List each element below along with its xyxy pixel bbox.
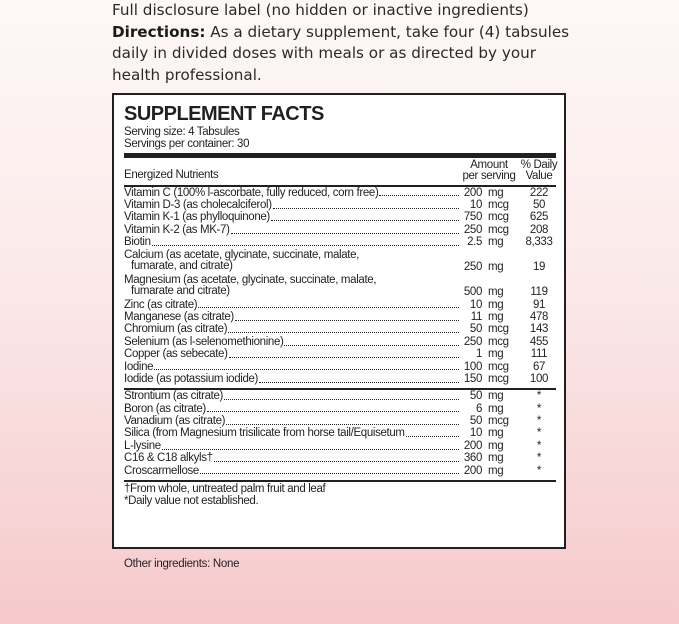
nutrient-amount: 10 bbox=[469, 198, 482, 211]
leader-dots bbox=[154, 362, 459, 371]
nutrient-amount: 10 bbox=[469, 427, 482, 440]
nutrient-name bbox=[124, 324, 460, 336]
nutrient-amount: 250 bbox=[463, 261, 482, 274]
nutrient-amount: 100 bbox=[463, 360, 482, 373]
nutrient-name-text: L-lysine bbox=[124, 439, 161, 452]
nutrient-name-line2: fumarate and citrate) bbox=[131, 285, 230, 298]
nutrient-name-text: C16 & C18 alkyls† bbox=[124, 452, 213, 465]
nutrient-unit: mcg bbox=[488, 198, 509, 211]
other-nutrient-rows bbox=[124, 391, 556, 478]
nutrient-name bbox=[124, 337, 460, 349]
nutrient-name-line1: Calcium (as acetate, glycinate, succinate, malate, bbox=[124, 248, 359, 261]
nutrient-unit: mcg bbox=[488, 211, 509, 224]
divider-footnotes bbox=[124, 480, 556, 482]
leader-dots bbox=[224, 391, 459, 400]
nutrient-row bbox=[124, 250, 556, 275]
header-amount bbox=[460, 160, 518, 182]
nutrient-daily-value: 119 bbox=[530, 286, 548, 299]
leader-dots bbox=[152, 237, 459, 246]
nutrient-daily-value: * bbox=[536, 452, 542, 465]
nutrient-name-text: Silica (from Magnesium trisilicate from horse tail/Equisetum bbox=[124, 427, 405, 440]
nutrient-name bbox=[124, 453, 460, 465]
nutrient-name bbox=[124, 416, 460, 428]
nutrient-unit: mcg bbox=[488, 323, 509, 336]
nutrient-daily-value: 19 bbox=[532, 261, 546, 274]
leader-dots bbox=[228, 324, 459, 333]
nutrient-daily-value: * bbox=[536, 390, 542, 403]
nutrient-daily-value: * bbox=[536, 464, 542, 477]
nutrient-name-line1: Magnesium (as acetate, glycinate, succinate, malate, bbox=[124, 273, 377, 286]
nutrient-daily-value: 208 bbox=[529, 223, 549, 236]
nutrient-daily-value: * bbox=[536, 402, 542, 415]
supplement-facts-panel bbox=[112, 93, 566, 549]
header-amount-line1: Amount bbox=[470, 158, 508, 171]
nutrient-row bbox=[124, 391, 556, 403]
nutrient-name bbox=[124, 275, 460, 299]
nutrient-row bbox=[124, 349, 556, 361]
nutrient-row bbox=[124, 428, 556, 440]
nutrient-name bbox=[124, 374, 460, 386]
footnote-daily-value: *Daily value not established. bbox=[124, 495, 259, 508]
directions-label: Directions: bbox=[112, 22, 206, 41]
nutrient-amount: 11 bbox=[470, 310, 482, 323]
nutrient-unit: mg bbox=[488, 452, 504, 465]
nutrient-row bbox=[124, 374, 556, 386]
leader-dots bbox=[406, 428, 459, 437]
nutrient-name-text: Strontium (as citrate) bbox=[124, 390, 224, 403]
leader-dots bbox=[271, 212, 459, 221]
leader-dots bbox=[235, 312, 459, 321]
nutrient-amount: 2.5 bbox=[467, 236, 482, 249]
nutrient-amount: 250 bbox=[463, 223, 482, 236]
nutrient-name-text: Vitamin C (100% l-ascorbate, fully reduced, corn free) bbox=[124, 186, 379, 199]
nutrient-daily-value: 111 bbox=[530, 348, 548, 361]
nutrient-unit: mg bbox=[488, 464, 504, 477]
nutrient-unit: mg bbox=[488, 310, 504, 323]
nutrient-unit: mg bbox=[488, 298, 504, 311]
leader-dots bbox=[200, 466, 459, 475]
nutrient-name bbox=[124, 300, 460, 312]
nutrient-amount: 750 bbox=[463, 211, 482, 224]
serving-size: Serving size: 4 Tabsules bbox=[124, 126, 240, 138]
nutrient-unit: mg bbox=[488, 261, 504, 274]
nutrient-daily-value: * bbox=[536, 439, 542, 452]
nutrient-daily-value: 91 bbox=[532, 298, 546, 311]
directions-paragraph bbox=[112, 22, 582, 87]
leader-dots bbox=[284, 337, 459, 346]
intro-text bbox=[112, 0, 582, 86]
nutrient-name-text: Biotin bbox=[124, 236, 151, 249]
nutrient-name-text: Vitamin K-2 (as MK-7) bbox=[124, 223, 230, 236]
nutrient-name bbox=[124, 225, 460, 237]
nutrient-unit: mg bbox=[488, 236, 504, 249]
nutrient-name-text: Croscarmellose bbox=[124, 464, 199, 477]
nutrient-amount: 360 bbox=[463, 452, 482, 465]
nutrient-row bbox=[124, 453, 556, 465]
disclosure-line: Full disclosure label (no hidden or inactive ingredients) bbox=[112, 1, 529, 19]
nutrient-name-text: Boron (as citrate) bbox=[124, 402, 206, 415]
nutrient-name bbox=[124, 391, 460, 403]
leader-dots bbox=[207, 404, 459, 413]
nutrient-unit: mcg bbox=[488, 360, 509, 373]
nutrient-unit: mg bbox=[488, 427, 504, 440]
nutrient-unit: mg bbox=[488, 286, 504, 299]
nutrient-daily-value: 478 bbox=[529, 310, 549, 323]
leader-dots bbox=[214, 453, 459, 462]
nutrient-name-text: Vitamin D-3 (as cholecalciferol) bbox=[124, 198, 272, 211]
header-nutrients-label: Energized Nutrients bbox=[124, 168, 219, 181]
nutrient-unit: mg bbox=[488, 348, 504, 361]
nutrient-name bbox=[124, 212, 460, 224]
header-dv-line1: % Daily bbox=[520, 158, 558, 171]
nutrient-amount: 10 bbox=[469, 298, 482, 311]
nutrient-name bbox=[124, 441, 460, 453]
nutrient-unit: mg bbox=[488, 439, 504, 452]
nutrient-unit: mcg bbox=[488, 223, 509, 236]
other-ingredients: Other ingredients: None bbox=[124, 558, 240, 570]
nutrient-rows bbox=[124, 188, 556, 387]
nutrient-amount: 50 bbox=[469, 323, 482, 336]
nutrient-name bbox=[124, 362, 460, 374]
nutrient-row bbox=[124, 212, 556, 224]
nutrient-name-line2-wrap bbox=[124, 261, 460, 273]
leader-dots bbox=[259, 374, 459, 383]
nutrient-name-text: Chromium (as citrate) bbox=[124, 323, 228, 336]
leader-dots bbox=[198, 300, 459, 309]
supplement-facts-content bbox=[124, 103, 556, 507]
nutrient-unit: mg bbox=[488, 402, 504, 415]
nutrient-daily-value: 100 bbox=[529, 372, 549, 385]
leader-dots bbox=[379, 188, 459, 197]
nutrient-name-text: Selenium (as l-selenomethionine) bbox=[124, 335, 284, 348]
nutrient-daily-value: 67 bbox=[532, 360, 546, 373]
nutrient-name-text: Copper (as sebecate) bbox=[124, 348, 228, 361]
nutrient-amount: 1 bbox=[475, 348, 482, 361]
directions-text: As a dietary supplement, take four (4) tabsules daily in divided doses with meals or as directed by your health professional. bbox=[112, 22, 570, 84]
nutrient-name bbox=[124, 466, 460, 478]
nutrient-unit: mcg bbox=[488, 415, 509, 428]
leader-dots bbox=[231, 225, 459, 234]
nutrient-daily-value: 222 bbox=[529, 186, 549, 199]
nutrient-amount: 200 bbox=[463, 464, 482, 477]
nutrient-row bbox=[124, 466, 556, 478]
nutrient-name bbox=[124, 312, 460, 324]
nutrient-daily-value: * bbox=[536, 415, 542, 428]
nutrient-amount: 200 bbox=[463, 439, 482, 452]
leader-dots bbox=[226, 416, 459, 425]
nutrient-unit: mg bbox=[488, 186, 504, 199]
nutrient-name bbox=[124, 428, 460, 440]
nutrient-daily-value: 8,333 bbox=[525, 236, 553, 249]
nutrient-unit: mcg bbox=[488, 372, 509, 385]
nutrient-name-text: Iodine bbox=[124, 360, 154, 373]
leader-dots bbox=[273, 200, 459, 209]
nutrient-daily-value: 455 bbox=[529, 335, 549, 348]
nutrient-row bbox=[124, 275, 556, 300]
nutrient-name bbox=[124, 404, 460, 416]
nutrient-name-text: Manganese (as citrate) bbox=[124, 310, 234, 323]
header-amount-line2: per serving bbox=[462, 169, 516, 182]
leader-dots bbox=[229, 349, 459, 358]
nutrient-unit: mcg bbox=[488, 335, 509, 348]
footnote-palm: †From whole, untreated palm fruit and leaf bbox=[124, 483, 326, 496]
leader-dots bbox=[162, 441, 459, 450]
nutrient-amount: 50 bbox=[469, 415, 482, 428]
nutrient-amount: 150 bbox=[463, 372, 482, 385]
nutrient-name-line2: fumarate, and citrate) bbox=[131, 260, 233, 273]
nutrient-name bbox=[124, 188, 460, 200]
nutrient-name bbox=[124, 200, 460, 212]
nutrient-amount: 6 bbox=[475, 402, 482, 415]
facts-header bbox=[124, 159, 556, 183]
nutrient-daily-value: 625 bbox=[529, 211, 549, 224]
nutrient-amount: 500 bbox=[463, 286, 482, 299]
nutrient-name-text: Vitamin K-1 (as phylloquinone) bbox=[124, 211, 270, 224]
nutrient-unit: mg bbox=[488, 390, 504, 403]
nutrient-name bbox=[124, 237, 460, 249]
nutrient-daily-value: * bbox=[536, 427, 542, 440]
servings-per-container: Servings per container: 30 bbox=[124, 137, 250, 150]
facts-title: SUPPLEMENT FACTS bbox=[124, 103, 324, 125]
header-dv-line2: Value bbox=[525, 169, 553, 182]
nutrient-daily-value: 143 bbox=[529, 323, 549, 336]
nutrient-amount: 200 bbox=[463, 186, 482, 199]
nutrient-name-line2-wrap bbox=[124, 286, 460, 298]
header-daily-value bbox=[520, 160, 558, 182]
nutrient-name-text: Iodide (as potassium iodide) bbox=[124, 372, 259, 385]
nutrient-amount: 250 bbox=[463, 335, 482, 348]
nutrient-daily-value: 50 bbox=[532, 198, 546, 211]
nutrient-name bbox=[124, 250, 460, 274]
nutrient-name-text: Vanadium (as citrate) bbox=[124, 415, 226, 428]
nutrient-amount: 50 bbox=[469, 390, 482, 403]
nutrient-name bbox=[124, 349, 460, 361]
nutrient-name-text: Zinc (as citrate) bbox=[124, 298, 198, 311]
nutrient-row bbox=[124, 324, 556, 336]
divider-thick bbox=[124, 153, 556, 158]
